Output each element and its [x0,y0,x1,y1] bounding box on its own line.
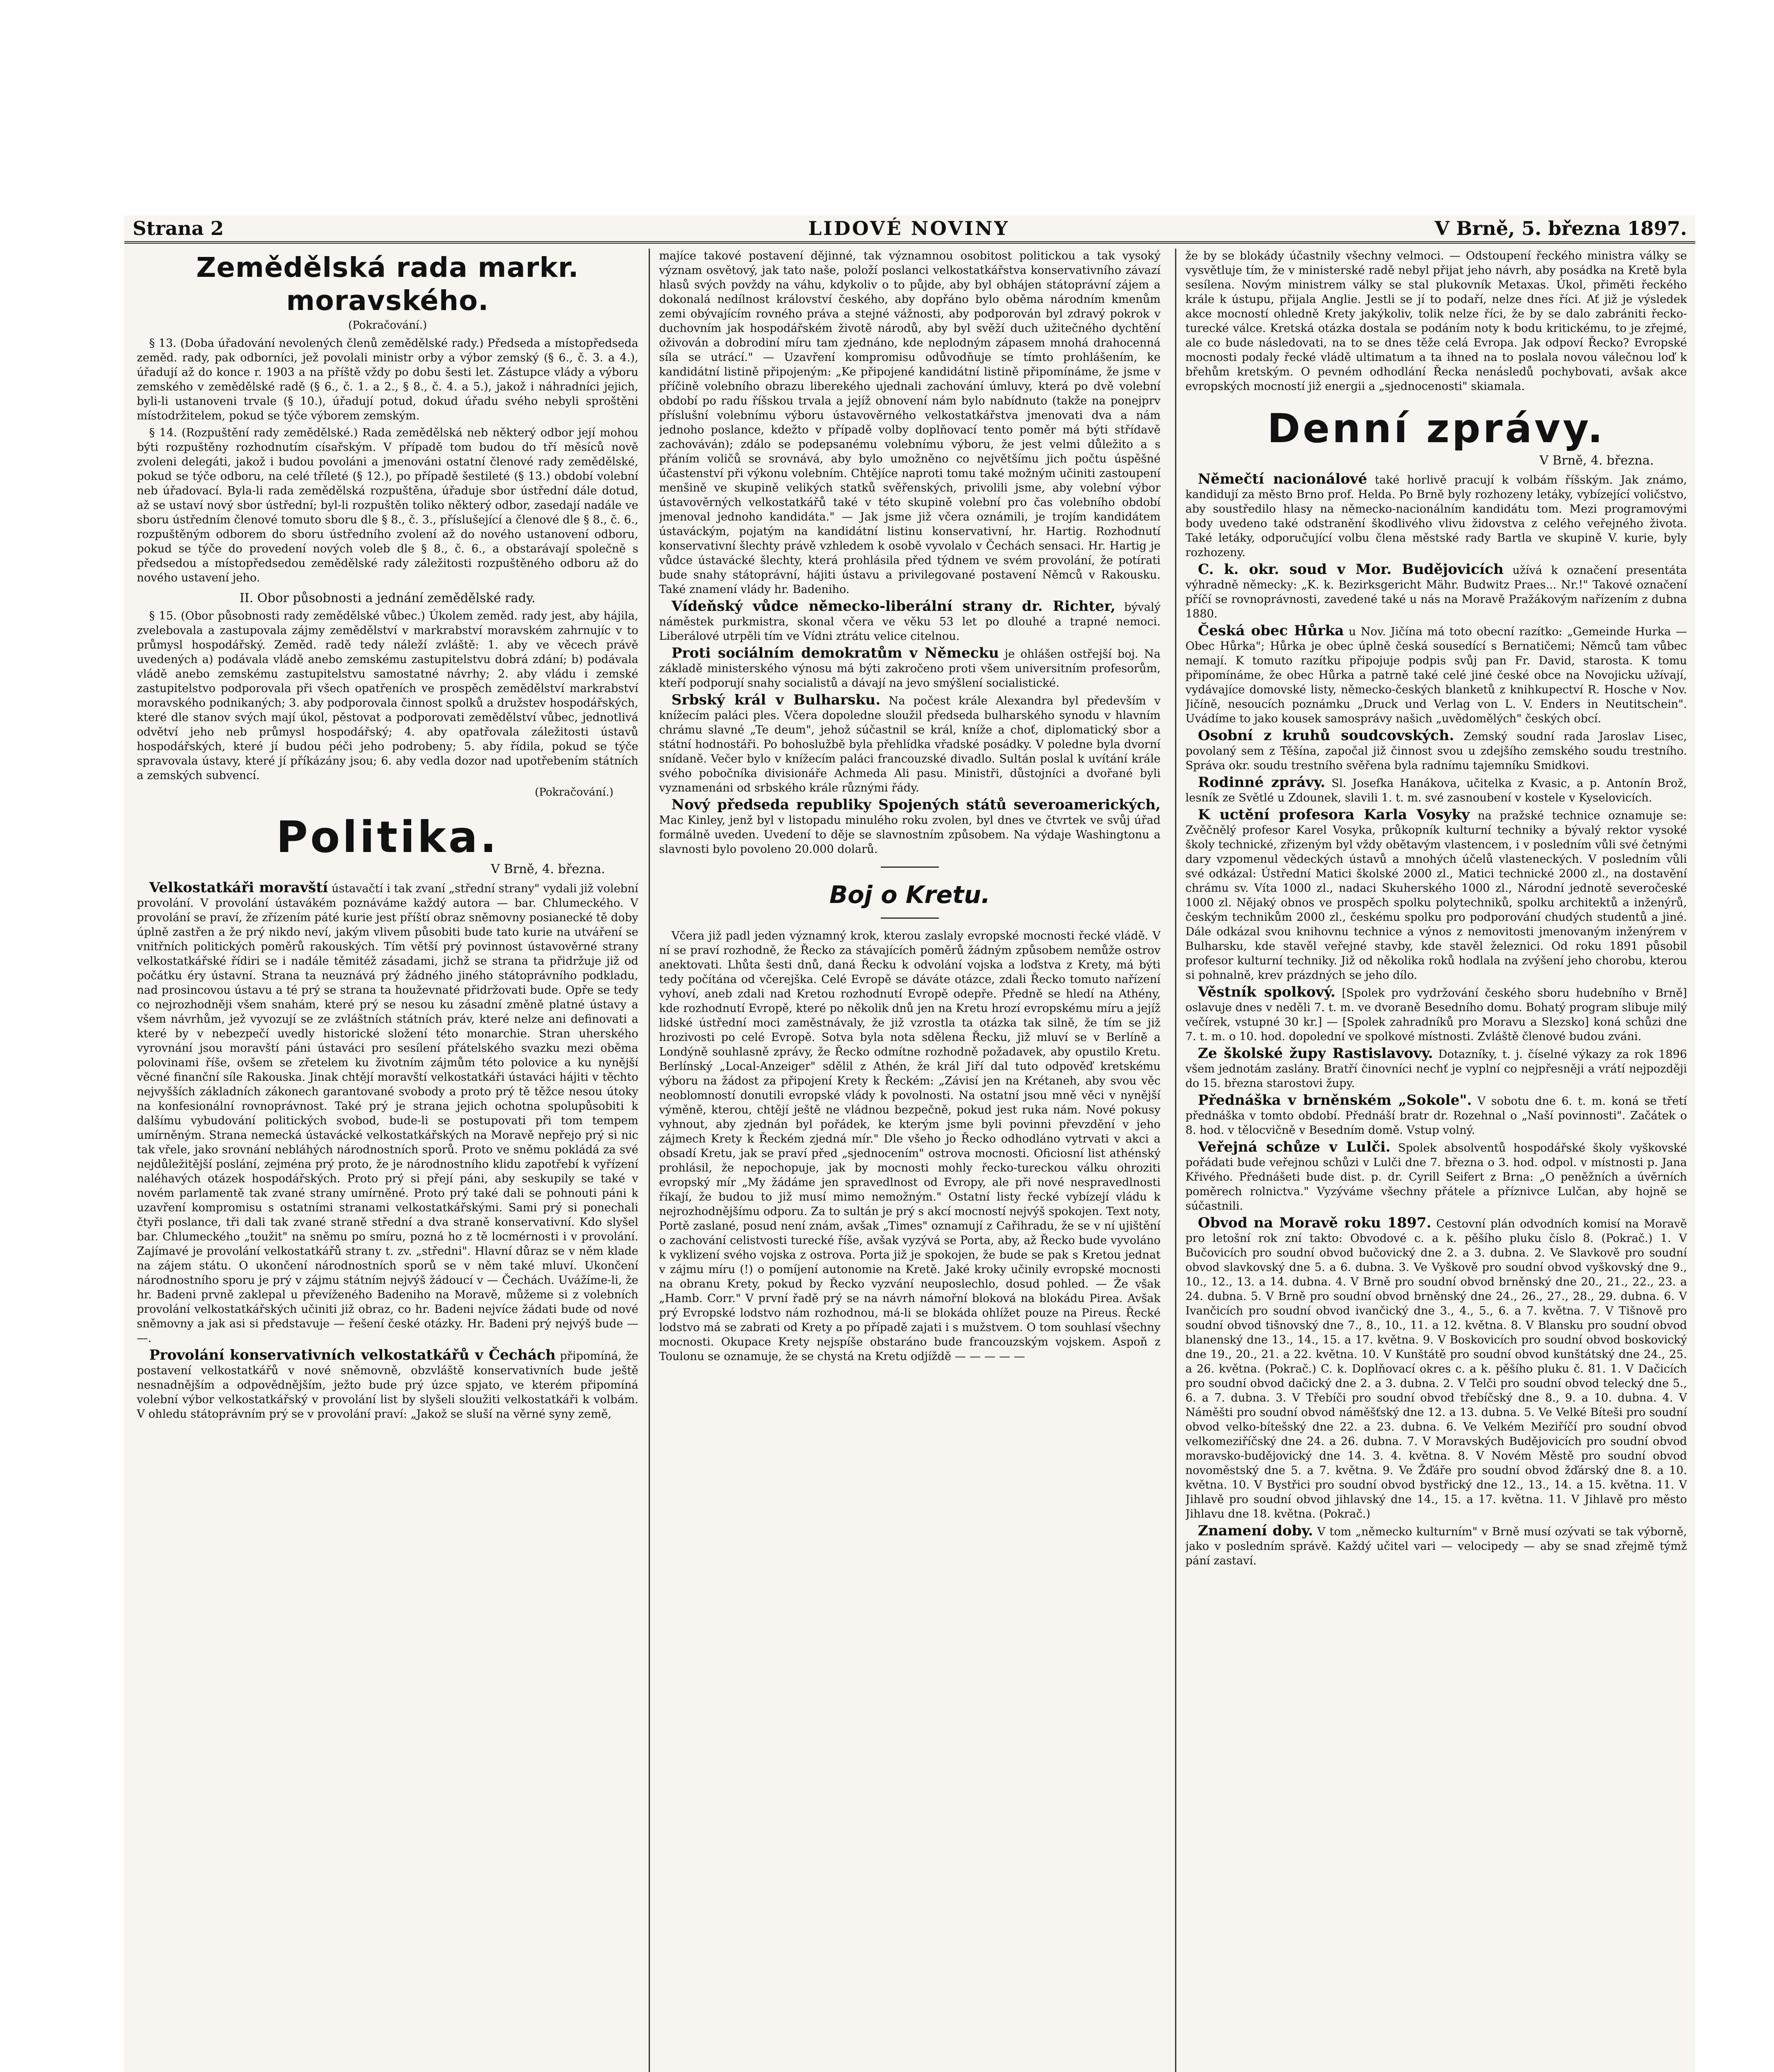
paragraph-lead: Proti sociálním demokratům v Německu [671,645,999,661]
paragraph-text: u Nov. Jičína má toto obecní razítko: „Gemeinde Hurka — Obec Hůrka"; Hůrka je obec úplně česká sousedící s Bernatičemi; Němců tam vůbec nemají. K tomuto razítku připojuje podpis svůj pan Fr. David, starosta. K tomu připomínáme, že obec Hůrka a patrně také celé jiné české obce na Novojicku užívají, vydávajíce domovské listy, německo-českých blanketů z knihkupectví R. Hosche v Nov. Jičíně, nesoucích poznámku „Druck und Verlag von L. V. Enders in Neutitschein". Uvádíme to jako kousek samosprávy našich „uvědomělých" českých obcí. [1185,625,1687,725]
paragraph-text: ústavačtí i tak zvaní „střední strany" vydali již volební provolání. V provolání ústavákém poznáváme každý autora — bar. Chlumeckého. V provolání se praví, že zřízením páté kurie jest příští obraz sněmovny posianecké tě doby úplně zastřen a že prý nikdo neví, jakým vlivem působiti bude tato kurie na utváření se vnitřních politických poměrů rakouských. Tím větší prý povinnost ústavověrné strany velkostatkářské řídiri se i nadále těmitéž zásadami, jichž se strana ta přidržuje již od počátku éry ústavní. Strana ta neuznává prý žádného jiného státoprávního podkladu, nad prosincovou ústavu a té prý se strana ta houževnaté přidržovati bude. Opře se tedy co nejrozhodněji všem snahám, které prý se nesou ku zásadní změně platné ústavy a všem návrhům, jež vyvozují se ze zvláštních státních práv, které nelze ani definovati a které by v nebezpečí uvedly historické složení této monarchie. Stran uherského vyrovnání jsou moravští páni ústaváci pro sesílení přátelského svazku mezi oběma polovinami říše, ovšem se zřetelem ku životním zájmům této polovice a ku nynější věcné finanční síle Rakouska. Jinak chtějí moravští velkostatkáři ústaváci hájiti v těchto nejvyšších základních zákonech garantované svobody a proto prý tě těžce nesou útoky na konfesionální rovnoprávnost. Také prý je strana jejich ochotna spolupůsobiti k dalšímu vybudování politických svobod, bude-li se postupovati při tom tempem umírněným. Strana nemecká ústavácké velkostatkářských na Moravě nepřejo prý si nic tak vřele, jako srovnání nebláhých národnostních sporů. Proto ve sněmu pokládá za své nejdůležitější poslání, zejména prý proto, že je národnostního klidu zapotřebí k vyřízení naléhavých otázek hospodářských. Proto prý si přejí páni, aby seskupily se také v novém parlamentě tak zvané strany umírněné. Proto prý také dali se pohnouti páni k uzavření kompromisu s ostatními stranami velkostatkářskými. Sami prý si ponechali čtyři poslance, tři dali tak zvané straně střední a dva straně konservativní. Kdo slyšel bar. Chlumeckého „toužit" na sněmu po smíru, pozná ho z tě locmérnosti i v provolání. Zajímavé je provolání velkostatkářů strany t. zv. „středni". Hlavní důraz se v něm klade na zájem státu. O ukončení národnostních sporů se v něm také mluví. Ukončení národnostního sporu je prý v zájmu státním nejvýš žádoucí v — Čechách. Uvážíme-li, že hr. Badeni prvně zaklepal u převíženého Badeniho na Moravě, můžeme si z volebních provolání velkostatkářských učiniti již obraz, co hr. Badeni nejvíce žádati bude od nové sněmovny a jak asi si představuje — řešení české otázky. Hr. Badeni prý nejvýš bude — —. [137,882,638,1345]
paragraph-text: Dotazníky, t. j. číselné výkazy za rok 1896 všem jednotám zaslány. Bratří činovníci nechť je vyplní co nejpřesněji a vrátí nejpozději do 15. března starostovi župy. [1185,1048,1687,1090]
paragraph-lead: Česká obec Hůrka [1198,622,1344,639]
column-2 [659,249,1161,2072]
paragraph-text: [Spolek pro vydržování českého sboru hudebního v Brně] oslavuje dnes v neděli 7. t. m. ve dvoraně Besedního domu. Bohatý program slibuje milý večírek, vstupné 30 kr.] — [Spolek zahradníků pro Moravu a Slezsko] koná schůzi dne 7. t. m. o 10. hod. dopolední ve spolkové místnosti. Zvláště členové budou zváni. [1185,987,1687,1043]
divider [881,867,939,868]
paragraph-lead: Obvod na Moravě roku 1897. [1198,1215,1432,1231]
subsection-heading: II. Obor působnosti a jednání zemědělské rady. [239,591,536,605]
paragraph-text: V sobotu dne 6. t. m. koná se třetí přednáška v tomto období. Přednáší bratr dr. Rozehnal o „Naší povinnosti". Začátek o 8. hod. v tělocvičně v Besedním domě. Vstup volný. [1185,1095,1687,1137]
paragraph [137,881,638,1346]
continuation-note: (Pokračování.) [348,319,427,332]
paragraph [1185,1216,1687,1521]
page-header [124,215,1695,244]
paragraph [1185,1093,1687,1138]
paragraph-text: Cestovní plán odvodních komisí na Moravě pro letošní rok zní takto: Obvodové c. a k. pěšího pluku číslo 8. (Pokrač.) 1. V Bučovicích pro soudní obvod bučovický dne 2. a 3. dubna. 2. Ve Slavkově pro soudní obvod slavkovský dne 5. a 6. dubna. 3. Ve Vyškově pro soudní obvod vyškovský dne 9., 10., 12., 13. a 14. dubna. 4. V Brně pro soudní obvod brněnský dne 20., 21., 22., 23. a 24. dubna. 5. V Brně pro soudní obvod brněnský dne 24., 26., 27., 28., 29. dubna. 6. V Ivančicích pro soudní obvod ivančický dne 3., 4., 5., 6. a 7. května. 7. V Tišnově pro soudní obvod tišnovský dne 7., 8., 10., 11. a 12. května. 8. V Blansku pro soudní obvod blanenský dne 13., 14., 15. a 17. května. 9. V Boskovicích pro soudní obvod boskovický dne 19., 20., 21. a 22. května. 10. V Kunštátě pro soudní obvod kunštátský dne 24., 25. a 26. května. (Pokrač.) C. k. Doplňovací okres c. a k. pěšího pluku č. 81. 1. V Dačicích pro soudní obvod dačický dne 2. a 3. dubna. 2. V Telči pro soudní obvod telecký dne 5., 6. a 7. dubna. 3. V Třebíči pro soudní obvod třebíčský dne 8., 9. a 10. dubna. 4. V Náměšti pro soudní obvod náměšťský dne 12. a 13. dubna. 5. Ve Velké Bíteši pro soudní obvod velko-bítešský dne 22. a 23. dubna. 6. Ve Velkém Meziříčí pro soudní obvod velkomeziříčský dne 24. a 26. dubna. 7. V Moravských Budějovicích pro soudní obvod moravsko-budějovický dne 14. 3. 4. května. 8. V Novém Městě pro soudní obvod novoměstský dne 5. a 7. května. 9. Ve Žďáře pro soudní obvod žďárský dne 8. a 10. května. 10. V Bystřici pro soudní obvod bystřický dne 12., 13., 14. a 15. května. 11. V Jihlavě pro soudní obvod jihlavský dne 14., 15. a 17. května. 11. V Jihlavě pro město Jihlavu dne 18. května. (Pokrač.) [1185,1218,1687,1520]
paragraph-lead: Němečtí nacionálové [1198,471,1367,487]
paragraph [1185,1524,1687,1568]
paragraph [137,1348,638,1421]
paragraph [1185,562,1687,621]
paragraph [1185,472,1687,560]
paragraph [659,599,1161,644]
page-number: Strana 2 [133,217,224,240]
paragraph-text: Sl. Josefka Hanákova, učitelka z Kvasic, a p. Antonín Brož, lesník ze Světlé u Zdounek, slavili 1. t. m. své zasnoubení v kostele v Kyselovicích. [1185,777,1687,804]
paragraph [1185,1140,1687,1213]
paragraph [1185,985,1687,1044]
section-heading: Zemědělská rada markr. moravského. [196,252,579,317]
article-title: Boj o Kretu. [829,881,991,909]
paragraph-text: Spolek absolventů hospodářské školy vyškovské pořádati bude veřejnou schůzi v Lulči dne 7. března o 3. hod. odpol. v místnosti p. Jana Křivého. Přednášeti bude dist. p. dr. Cyrill Seifert z Brna: „O peněžních a úvěrních poměrech rolnictva." Vyzýváme všechny přátele a příznivce Lulčan, aby hojně se súčastnili. [1185,1142,1687,1213]
dateline: V Brně, 4. března. [1539,453,1654,468]
paragraph [1185,729,1687,773]
masthead-title: LIDOVÉ NOVINY [808,217,1010,240]
paragraph-text: je ohlášen ostřejší boj. Na základě ministerského výnosu má býti zakročeno proti všem universitním profesorům, kteří podporují snahy socialistů a dávají na jevo smýšlení socialistické. [659,648,1161,690]
paragraph-lead: Přednáška v brněnském „Sokole". [1198,1092,1472,1109]
paragraph [659,798,1161,857]
paragraph-lead: Veřejná schůze v Lulči. [1198,1139,1391,1155]
paragraph-lead: Znamení doby. [1198,1523,1313,1539]
paragraph: § 13. (Doba úřadování nevolených členů zemědělské rady.) Předseda a místopředseda zeměd. rady, pak odborníci, jež povolali ministr orby a výbor zemský (§ 6., č. 3. a 4.), úřadují až do konce r. 1903 a na příště vždy po dobu šesti let. Zástupce vlády a výboru zemského v zemědělské radě (§ 6., č. 1. a 2., § 8., č. 4. a 5.), jakož i náhradníci jejich, byli-li ustanoveni trvale (§ 10.), úřadují potud, dokud úřadu svého nebyli sproštěni místodržitelem, pokud se týče výborem zemským. [137,337,638,422]
dateline: V Brně, 4. března. [491,862,605,876]
column-1 [137,249,638,2072]
paragraph: § 15. (Obor působnosti rady zemědělské vůbec.) Úkolem zeměd. rady jest, aby hájila, zvelebovala a zastupovala zájmy zemědělství v markrabství moravském zahrnujíc v to průmysl hospodářský. Zeměd. radě tedy náleží zvláště: 1. aby ve věcech právě uvedených a) podávala vládě anebo zemskému zastupitelstvu dobrá zdání; b) podávala vládě anebo zemskému zastupitelstvu samostatné návrhy; 2. aby vládu i zemské zastupitelstvo podporovala při všech opatřeních ve prospěch zemědělství markrabství moravského podnikaných; 3. aby podporovala činnost spolků a družstev hospodářských, které dle stanov svých mají úkol, pěstovat a podporovati zemědělství vůbec, jednotlivá odvětví jeho neb průmysl hospodářský; 4. aby opatřovala záležitosti ústavů hospodářských, které jí budou péči jeho podrobeny; 5. aby řídila, pokud se týče spravovala ústavy, které jí příkázány jsou; 6. aby vedla dozor nad upotřebením státních a zemských subvencí. [137,610,638,782]
paragraph-text: Mac Kinley, jenž byl v listopadu minulého roku zvolen, byl dnes ve čtvrtek ve svůj úřad formálně uveden. Uvedení to děje se slavnostním způsobem. Na výdaje Washingtonu a slavnosti bylo povoleno 20.000 dolarů. [659,814,1161,856]
paragraph-lead: Věstník spolkový. [1198,984,1335,1000]
paragraph [1185,775,1687,805]
paragraph-lead: K uctění profesora Karla Vosyky [1198,806,1470,823]
paragraph: Včera již padl jeden významný krok, kterou zaslaly evropské mocnosti řecké vládě. V ní se praví rozhodně, že Řecko za stávajících poměrů žádným způsobem nemůže ostrov anektovati. Lhůta šesti dnů, daná Řecku k odvolání vojska a loďstva z Krety, má býti tedy počítána od včerejška. Celé Evropě se dáváte otázce, zdali Řecko tomuto nařízení vyhoví, aneb zdali nad Kretou rozhodnutí Evropě odepře. Předně se hledí na Athény, kde rozhodnutí Evropě, které po několik dnů jen na Kretu hrozí evropskému míru a jejíž lidské ústřední moci zaměstnávaly, že již vzrostla ta otázka tak silně, že tím se již hrozivosti po celé Evropě. Sotva byla nota sdělena Řecku, již mluví se v Berlíně a Londýně souhlasně zprávy, že Řecko odmítne rozhodně požadavek, aby opustilo Kretu. Berlínský „Local-Anzeiger" sdělil z Athén, že král Jiří dal tuto odpověď kretskému výboru na žádost za připojení Krety k Řeckém: „Závisí jen na Krétaneh, aby svou věc neoblomností donutili evropské vlády k povolnosti. Na ostatní jsou mně věci v nynější výměně, kterou, chtějí ještě ne vládnou bezpečně, pokud jest ruka nám. Nové pokusy vyhnout, aby zjednán byl pořádek, ke kterým jsme byli povinni převzdění v jeho zájmech Krety k Řeckém zjedná mír." Dle všeho jo Řecko odhodláno vytrvati v akci a obsadí Kretu, jak se praví před „sjednocením" ostrova mocnosti. Oficiosní list athénský prohlásil, že nepochopuje, jak by mocnosti mohly řecko-tureckou válku ohroziti evropský mír „My žádáme jen spravedlnost od Evropy, ale při nové nespravedlnosti říkají, že budou to již musí mimo nemožným." Ostatní listy řecké vybízejí vládu k nejrozhodnějšímu odporu. Za to sultán je prý s akcí mocností nejvýš spokojen. Text noty, Portě zaslané, posud není znám, avšak „Times" oznamují z Cařihradu, že se v ní ujištění o zachování celistvosti turecké říše, avšak vyzývá se Porta, aby, až Řecko bude vyvoláno k vyklizení svého vojska z ostrova. Porta již je spokojen, že bude se pak s Kretou jednat v zájmu míru (!) o pomíjení autonomie na Kretě. Jaké kroky učinily evropské mocnosti na obranu Krety, pokud by Řecko vyzvání neuposlechlo, dosud pohled. — Že však „Hamb. Corr." V první řadě prý se na návrh námořní bloková na blokádu Pirea. Avšak prý Evropské lodstvo nám rozhodnou, má-li se blokáda ohlížet pouze na Pireus. Řecké lodstvo má se zabrati od Krety a po případě zajati i s mužstvem. O tom souhlasí všechny mocnosti. Okupace Krety nejspíše obstaráno bude francouzským vojskem. Aspoň z Toulonu se oznamuje, že se chystá na Kretu odjíždě — — — — — [659,929,1161,1363]
column-rule [649,249,650,2072]
paragraph: majíce takové postavení dějinné, tak významnou osobitost politickou a tak vysoký význam osvětový, jak tato naše, položí poslanci velkostatkářstva konservativního závazí hlasů svých povždy na váhu, kdykoliv o to půjde, aby byl obhájen státoprávní zájem a dokonalá nedílnost království českého, aby dopřáno bylo oběma národním kmenům zemi obývajícím rovného práva a stejné vážnosti, aby podporován byl zdravý pokrok v duchovním jak hospodářském životě národů, aby byl svěží duch užitečného dychtění oživován a dobrodiní míru tam zjednáno, kde neplodným zápasem mnohá drahocenná síla se utrácí." — Uzavření kompromisu odůvodňuje se tímto prohlášením, ke kandidátní listině připojeným: „Ke připojené kandidátní listině připomínáme, že jsme v příčině volebního obrazu liberekého ujednali zachování úmluvy, která po dvě volební období po radu říšskou trvala a jejíž obnovení nám bylo nabídnuto (takže na ponejprv příslušní volebnímu výboru ústavověrného velkostatkářstva jmenovati dva a nám jednoho poslance, kdežto v případě volby doplňovací tento poměr má býti střídavě zachováván); zdálo se podepsanému volebnímu výboru, že jest velmi důležito a s přáním voličů se srovnává, aby bylo umožněno co největšímu jich počtu úspěšné účastenství při výkonu volebním. Chtějíce naproti tomu také možným učiniti zastoupení menšině ve skupině velikých statků svěřenských, privolili jsme, aby volební výbor ústavověrných velkostatkářů také v této skupině volební pro čas volebního období jmenoval jednoho kandidáta." — Jak jsme již včera oznámili, je trojím kandidátem ústaváckým, pojatým na kandidátní listinu konservativní, hr. Hartig. Rozhodnutí konservativní šlechty právě vzhledem k osobě vyvolalo v Čechách sensaci. Hr. Hartig je vůdce ústavácké šlechty, která prohlásila před týdnem ve svém provolání, že potírati bude snahy státoprávní, hájiti ústavu a privilegované postavení Němců v Rakousku. Také znamení vlády hr. Badeniho. [659,249,1161,596]
paragraph-lead: C. k. okr. soud v Mor. Budějovicích [1198,561,1504,578]
paragraph-lead: Nový předseda republiky Spojených států severoamerických, [671,796,1161,813]
divider [881,917,939,919]
paragraph-lead: Osobní z kruhů soudcovských. [1198,727,1454,744]
paragraph-lead: Vídeňský vůdce německo-liberální strany dr. Richter, [671,598,1116,615]
column-rule [1175,249,1176,2072]
paragraph [1185,624,1687,726]
paragraph-text: V tom „německo kulturním" v Brně musí ozývati se tak výborně, jako v posledním správě. Každý učitel vari — velocipedy — aby se snad zřejmě týmž pání zastaví. [1185,1525,1687,1567]
paragraph-lead: Srbský král v Bulharsku. [671,692,881,708]
issue-date: V Brně, 5. března 1897. [1435,217,1687,240]
paragraph-text: užívá k označení presentáta výhradně německy: „K. k. Bezirksgericht Mähr. Budwitz Praes... Nr.!" Takové označení příčí se rovnoprávnosti, zavedené také u nás na Moravě Pražákovým nařízením z dubna 1880. [1185,564,1687,620]
paragraph-lead: Rodinné zprávy. [1198,774,1326,791]
paragraph: § 14. (Rozpuštění rady zemědělské.) Rada zemědělská neb některý odbor její mohou býti rozpuštěny rozhodnutím císařským. V případě tom budou do tří měsíců nově zvoleni delegáti, jakož i budou povoláni a jmenováni ostatní členové rady zemědělské, pokud se týče odboru, na celé tříleté (§ 12.), po případě šestileté (§ 13.) období volební neb úřadovací. Byla-li rada zemědělská rozpuštěna, úřaduje sbor ústřední dále dotud, až se ustaví nový sbor ústřední; byl-li rozpuštěn toliko některý odbor, zasedají nadále ve sboru ústředním členové tomuto sboru dle § 8., č. 3., příslušející a členové dle § 8., č. 6., rozpuštěným odborem do sboru ústředního zvolení až do nového ustanovení odboru, pokud se týče do provedení nových voleb dle § 8., č. 6., a obstarávají společně s předsedou a místopředsedou zemědělské rady záležitosti rozpuštěného odboru až do nového ustavení jeho. [137,426,638,584]
paragraph [1185,1046,1687,1091]
paragraph-lead: Provolání konservativních velkostatkářů v Čechách [149,1347,556,1363]
paragraph [1185,808,1687,983]
paragraph-text: bývalý náměstek purkmistra, skonal včera ve věku 53 let po dlouhé a trapné nemoci. Liberálové utrpěli tím ve Vídni ztrátu velice citelnou. [659,601,1161,643]
section-heading: Denní zprávy. [1267,405,1605,452]
paragraph-lead: Ze školské župy Rastislavovy. [1198,1045,1433,1062]
paragraph [659,693,1161,795]
paragraph-text: připomíná, že postavení velkostatkářů v nové sněmovně, obzvláště konservativních bude ještě nesnadnějším a odpovědnějším, ježto bude prý úzce spjato, ve kterém připomíná volební výbor velkostatkářský v provolání list by slyšeli sloužiti velkostatkáři k volbám. V ohledu státoprávním prý se v provolání praví: „Jakož se sluší na věrné syny země, [137,1350,638,1421]
paragraph-lead: Velkostatkáři moravští [149,879,328,896]
paragraph: že by se blokády účastnily všechny velmoci. — Odstoupení řeckého ministra války se vysvětluje tím, že v ministerské radě nebyl přijat jeho návrh, aby posádka na Kretě byla sesílena. Novým ministrem války se stal plukovník Metaxas. Úkol, přiměti řeckého krále k ústupu, přijala Anglie. Jestli se jí to podaří, nelze dnes říci. Ať již je výsledek akce mocností ohledně Krety jakýkoliv, tolik nelze říci, že by se dalo zabrániti řecko-turecké válce. Kretská otázka dostala se podáním noty k bodu kritickému, to je zřejmé, ale co bude následovati, na to se dnes těže celá Evropa. Jak odpoví Řecko? Evropské mocnosti podaly řecké vládě ultimatum a ta ihned na to poslala novou válečnou loď k břehům kretským. O pevném odhodlání Řecka nenásledů pochybovati, avšak akce evropských mocností již energii a „sjednocenosti" skiamala. [1185,249,1687,393]
paragraph-text: také horlivě pracují k volbám říšským. Jak známo, kandidují za město Brno prof. Helda. Po Brně byly rozhozeny letáky, vybízející voličstvo, aby soustředilo hlasy na německo-nacionálním kandidátu tom. Mezi programovými body uvedeno také odstranění škodlivého vlivu židovstva z celého veřejného života. Také letáky, odporučující volbu člena městské rady Bartla ve skupině V. kurie, byly rozhozeny. [1185,474,1687,559]
paragraph [659,646,1161,690]
section-heading: Politika. [276,812,499,862]
column-3 [1185,249,1687,2072]
continuation-note: (Pokračování.) [535,786,613,799]
paragraph-text: Zemský soudní rada Jaroslav Lisec, povolaný sem z Těšína, započal již činnost svou u zdejšího zemského soudu trestního. Správa okr. soudu trestního svěřena byla radnímu tajemníku Smidkovi. [1185,730,1687,772]
paragraph-text: na pražské technice oznamuje se: Zvěčnělý profesor Karel Vosyka, průkopník kulturní techniky a bývalý rektor vysoké školy technické, zřizeným byl vždy obětavým vlastencem, i v posledním vůli své četnými dary vzpomenul vědeckých ústavů a mnohých účelů vlasteneckých. V posledním vůli své odkázal: Ústřední Matici školské 2000 zl., Matici technické 2000 zl., na dostavění chrámu sv. Víta 1000 zl., nadaci Skuherského 1000 zl., Národní jednotě severočeské 1000 zl. Nějaký obnos ve prospěch spolku polytechniků, spolku architektů a inženýrů, českým technikům 2000 zl., českému spolku pro podporování chudých studentů a jiné. Dále odkázal svou knihovnu technice a výnos z nemovitosti jmenovaným inženýrem v Bulharsku, kde stavěl veřejné stavby, kde stavěl železnici. Od roku 1891 působil profesor kulturní techniky. Již od několika roků hodlala na zvýšení jeho chorobu, kterou si pohnalně, krev prázdných se jeho dílo. [1185,809,1687,982]
paragraph-text: Na počest krále Alexandra byl především v knížecím paláci ples. Včera dopoledne sloužil předseda bulharského synodu v hlavním chrámu slavné „Te deum", jehož súčastnil se král, kníže a choť, diplomatický sbor a státní hodnostáři. Po bohoslužbě byla přehlídka vřadské posádky. V poledne byla dvorní snídaně. Večer bylo v knížecím paláci francouzské divadlo. Sultán poslal k uvítání krále svého pobočníka divisionáře Achmeda Ali pasu. Ministři, důstojníci a dvořané byli vyznamenáni od srbského krále různými řády. [659,695,1161,794]
